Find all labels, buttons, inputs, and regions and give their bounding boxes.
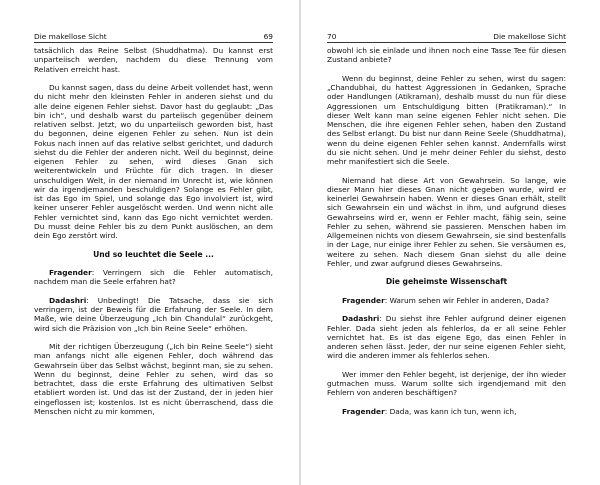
dialog-paragraph xyxy=(327,296,566,305)
paragraph: tatsächlich das Reine Selbst (Shuddhatma). Du kannst erst unparteiisch werden, nachdem du diese Trennung vom Relativen erreicht hast. xyxy=(34,46,273,74)
paragraph: obwohl ich sie einlade und ihnen noch eine Tasse Tee für diesen Zustand anbiete? xyxy=(327,46,566,65)
speaker-name: Fragender xyxy=(342,295,385,305)
right-header-title: Die makellose Sicht xyxy=(493,32,566,41)
left-header-title: Die makellose Sicht xyxy=(34,32,107,41)
dialog-text: : Verringern sich die Fehler automatisch, nachdem man die Seele erfahren hat? xyxy=(34,268,273,287)
right-page xyxy=(300,0,600,485)
paragraph: Du kannst sagen, dass du deine Arbeit vollendet hast, wenn du nicht mehr den kleinsten Fehler in anderen siehst und du alle deine eigenen Fehler siehst. Davor hast du geglaubt: „Das bin ich“, und deshalb warst du parteiisch gegenüber deinem relativen selbst. Jetzt, wo du unparteiisch geworden bist, hast du begonnen, deine eigenen Fehler zu sehen. Nun ist dein Fokus nach innen auf das relative selbst gerichtet, und dadurch siehst du die Fehler der anderen nicht. Weil du beginnst, deine eigenen Fehler zu sehen, wird dieses Gnan sich weiterentwickeln und Früchte für dich tragen. In dieser unschuldigen Welt, in der niemand im Unrecht ist, wie können wir da irgendjemanden beschuldigen? Solange es Fehler gibt, ist das Ego im Spiel, und solange das Ego involviert ist, wird keiner unserer Fehler ausgelöscht werden. Und wenn nicht alle Fehler vernichtet sind, kann das Ego nicht vernichtet werden. Du musst deine Fehler bis zu dem Punkt auslöschen, an dem dein Ego zerstört wird. xyxy=(34,83,273,240)
left-running-head xyxy=(34,32,273,43)
left-page-number: 69 xyxy=(263,32,273,41)
dialog-text: : Dada, was kann ich tun, wenn ich, xyxy=(384,406,517,416)
paragraph: Mit der richtigen Überzeugung („Ich bin Reine Seele“) sieht man anfangs nicht alle eigenen Fehler, doch während das Gewahrsein über das Selbst wächst, beginnt man, sie zu sehen. Wenn du beginnst, deine Fehler zu sehen, wird das so betrachtet, dass die erste Erfahrung des ultimativen Selbst etabliert worden ist. Und das ist der Zustand, der in jeden hier eingeflossen ist; kostenlos. Ist es nicht überraschend, dass die Menschen nicht zu mir kommen, xyxy=(34,342,273,416)
dialog-text: : Unbedingt! Die Tatsache, dass sie sich verringern, ist der Beweis für die Erfahrung der Seele. In dem Maße, wie deine Überzeugung „Ich bin Chandulal“ zurückgeht, wird sich die Präzision von „Ich bin Reine Seele“ erhöhen. xyxy=(34,295,273,333)
dialog-paragraph xyxy=(34,268,273,287)
dialog-paragraph xyxy=(34,296,273,333)
dialog-text: : Du siehst ihre Fehler aufgrund deiner eigenen Fehler. Dada sieht jeden als fehlerlos, da er all seine Fehler vernichtet hat. Es ist das eigene Ego, das einen Fehler in anderen sehen lässt. Jeder, der nur seine eigenen Fehler sieht, wird die anderen immer als fehlerlos sehen. xyxy=(327,314,566,361)
paragraph: Wer immer den Fehler begeht, ist derjenige, der ihn wieder gutmachen muss. Warum sollte sich irgendjemand mit den Fehlern von anderen beschäftigen? xyxy=(327,369,566,398)
paragraph: Niemand hat diese Art von Gewahrsein. So lange, wie dieser Mann hier dieses Gnan nicht gegeben wurde, wird er keinerlei Gewahrsein haben. Wenn er dieses Gnan erhält, stellt sich Gewahrsein ein und wächst in ihm, und aufgrund dieses Gewahrseins wird er, wenn er Fehler macht, fähig sein, seine Fehler zu sehen, während sie passieren. Menschen haben im Allgemeinen nichts von diesem Gewahrsein, sie sind bestenfalls in der Lage, nur einige ihrer Fehler zu sehen. Sie versäumen es, weitere zu sehen. Nach diesem Gnan siehst du alle deine Fehler, und zwar aufgrund dieses Gewahrseins. xyxy=(327,175,566,268)
dialog-text: : Warum sehen wir Fehler in anderen, Dada? xyxy=(384,295,550,305)
right-running-head xyxy=(327,32,566,43)
right-page-number: 70 xyxy=(327,32,337,41)
dialog-paragraph xyxy=(327,407,566,416)
speaker-name: Dadashri xyxy=(49,295,87,305)
speaker-name: Dadashri xyxy=(342,314,380,324)
section-heading: Die geheimste Wissenschaft xyxy=(385,277,508,287)
right-page-body xyxy=(327,46,566,416)
left-page-body xyxy=(34,46,273,416)
paragraph: Wenn du beginnst, deine Fehler zu sehen, wirst du sagen: „Chandubhai, du hattest Aggressionen in Gedanken, Sprache oder Handlungen (Atikraman), deshalb musst du nun für diese Aggressionen um Entschuldigung bitten (Pratikraman).“ In dieser Welt kann man seine eigenen Fehler nicht sehen. Die Menschen, die ihre eigenen Fehler sehen, haben den Zustand des Selbst erlangt. Du bist nur dann Reine Seele (Shuddhatma), wenn du deine eigenen Fehler sehen kannst. Andernfalls wirst du sie nicht sehen. Und je mehr deiner Fehler du siehst, desto mehr manifestiert sich die Seele. xyxy=(327,73,566,166)
speaker-name: Fragender xyxy=(342,406,385,416)
section-heading: Und so leuchtet die Seele ... xyxy=(93,249,214,259)
speaker-name: Fragender xyxy=(49,268,92,277)
dialog-paragraph xyxy=(327,314,566,360)
